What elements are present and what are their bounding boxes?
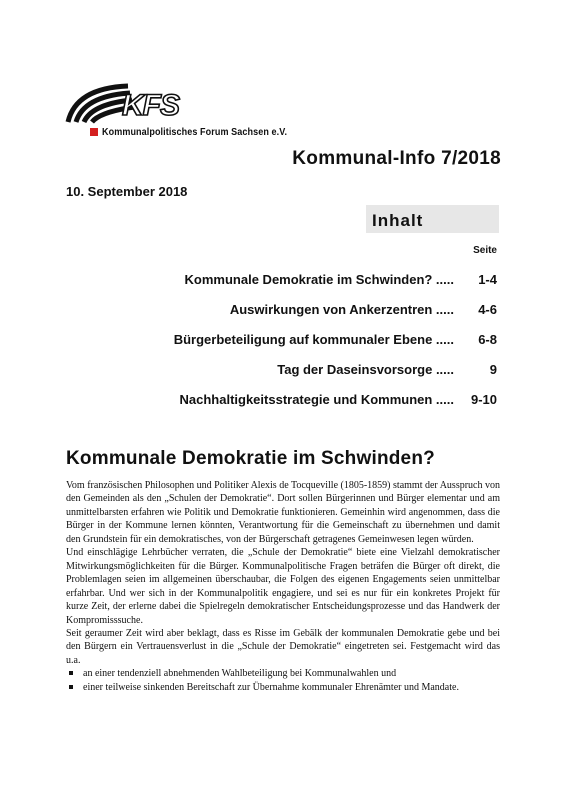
red-square-icon xyxy=(90,128,98,136)
article-paragraph: Und einschlägige Lehrbücher verraten, die „Schule der Demokratie“ biete eine Vielzahl demokratischer Mitwirkungsmöglichkeiten für die Bürger. Kommunalpolitische Fragen beträfen die Bürger oft direkt, die Problemlagen seien im allgemeinen überschaubar, die Folgen des eigenen Engagements seien unmittelbar erfahrbar. Und wer sich in der Kommunalpolitik engagiere, und sei es nur für ein konkretes Projekt für kurze Zeit, der erlerne dabei die Spielregeln demokratischer Entscheidungsprozesse und das Handwerk der Kompromisssuche. xyxy=(66,547,500,626)
issue-date: 10. September 2018 xyxy=(66,184,188,199)
toc-item-pages: 1-4 xyxy=(478,272,497,287)
toc-item-pages: 9-10 xyxy=(470,392,497,407)
article-body xyxy=(66,479,500,694)
toc-title: Inhalt xyxy=(372,211,424,230)
toc-page-header: Seite xyxy=(473,245,497,256)
toc-item-label: Bürgerbeteiligung auf kommunaler Ebene ..... xyxy=(173,332,454,347)
kfs-logo-letters: KFS xyxy=(122,89,179,122)
square-bullet-icon xyxy=(69,671,73,675)
table-of-contents xyxy=(120,272,497,422)
article-bullet-text: einer teilweise sinkenden Bereitschaft zur Übernahme kommunaler Ehrenämter und Mandate. xyxy=(83,681,459,693)
toc-item[interactable] xyxy=(120,302,497,332)
article-bullet-list xyxy=(66,667,500,694)
kfs-logo xyxy=(66,82,346,140)
toc-item-label: Auswirkungen von Ankerzentren ..... xyxy=(229,302,454,317)
issue-title: Kommunal-Info 7/2018 xyxy=(292,148,501,169)
toc-item-label: Tag der Daseinsvorsorge ..... xyxy=(277,362,454,377)
toc-item-label: Kommunale Demokratie im Schwinden? ..... xyxy=(184,272,454,287)
toc-item[interactable] xyxy=(120,362,497,392)
toc-item[interactable] xyxy=(120,392,497,422)
toc-item[interactable] xyxy=(120,332,497,362)
square-bullet-icon xyxy=(69,685,73,689)
article-paragraph: Vom französischen Philosophen und Politiker Alexis de Tocqueville (1805-1859) stammt der Ausspruch von den Gemeinden als den „Schulen der Demokratie“. Dort sollen Bürgerinnen und Bürger elementar und am unmittelbarsten erfahren wie Politik und Demokratie funktionieren. Gemeinhin wird angenommen, dass die Bürger in der Kommune lernen könnten, Verantwortung für die Gemeinschaft zu übernehmen und damit den Grundstein für ein demokratisches, von der Bürgerschaft getragenes Gemeinwesen legen würden. xyxy=(66,480,500,545)
logo-subtitle-row xyxy=(90,126,317,138)
article-bullet xyxy=(66,667,500,680)
organization-name: Kommunalpolitisches Forum Sachsen e.V. xyxy=(102,126,288,138)
article-headline: Kommunale Demokratie im Schwinden? xyxy=(66,448,435,469)
toc-item[interactable] xyxy=(120,272,497,302)
toc-item-pages: 4-6 xyxy=(478,302,497,317)
toc-item-pages: 6-8 xyxy=(478,332,497,347)
toc-item-pages: 9 xyxy=(489,362,497,377)
toc-item-label: Nachhaltigkeitsstrategie und Kommunen ..... xyxy=(179,392,454,407)
article-paragraph: Seit geraumer Zeit wird aber beklagt, dass es Risse im Gebälk der kommunalen Demokratie gebe und bei den Bürgern ein Vertrauensverlust in die „Schule der Demokratie“ eingetreten sei. Festgemacht wird das u.a. xyxy=(66,627,500,666)
kfs-logo-mark xyxy=(66,82,179,124)
article-bullet xyxy=(66,681,500,694)
article-bullet-text: an einer tendenziell abnehmenden Wahlbeteiligung bei Kommunalwahlen und xyxy=(83,668,397,680)
